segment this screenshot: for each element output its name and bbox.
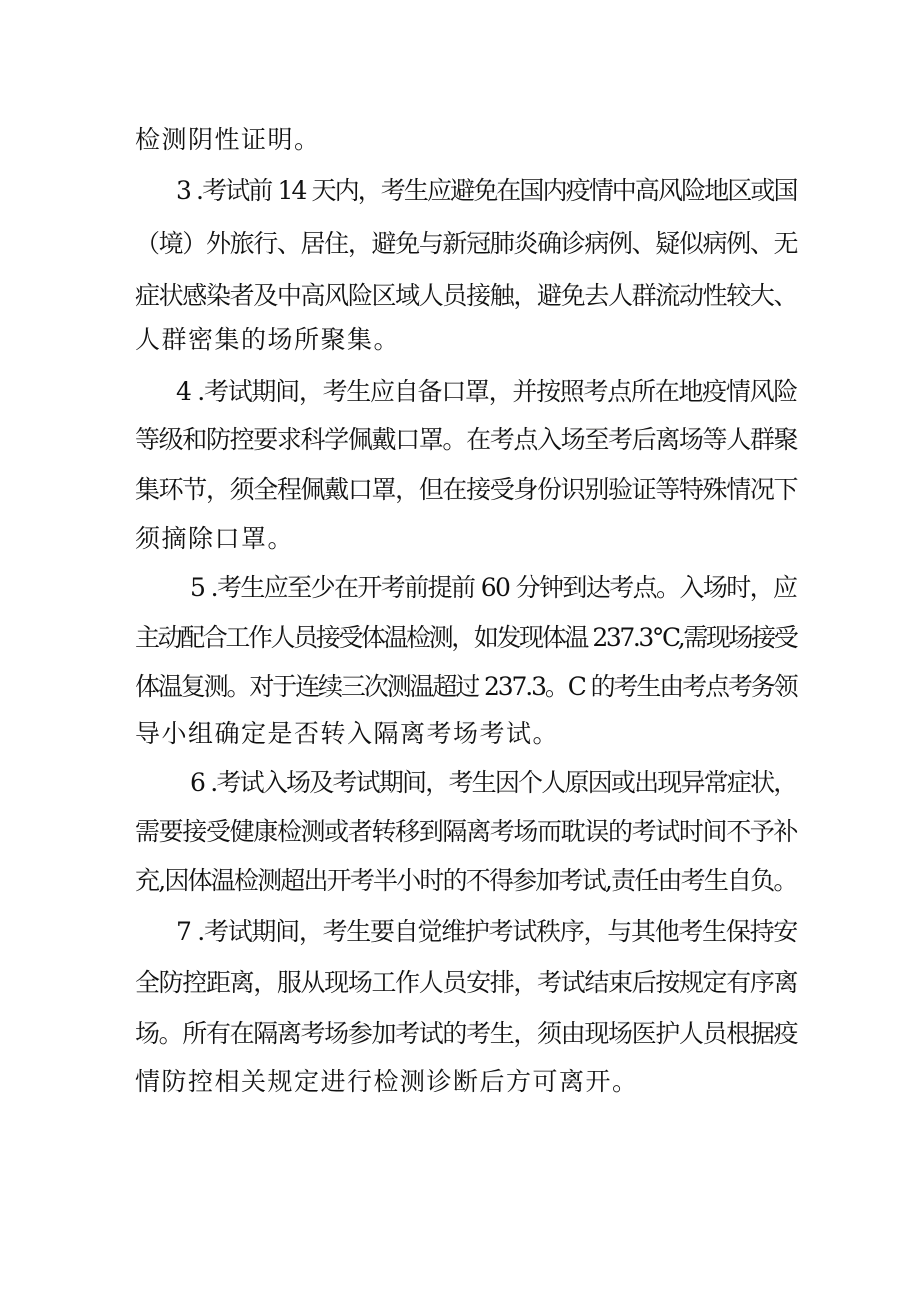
paragraph-first-line: 5 .考生应至少在开考前提前 60 分钟到达考点。入场时，应 [190,573,797,602]
text-line: 主动配合工作人员接受体温检测，如发现体温 237.3°C,需现场接受 [135,623,797,652]
text-line: 需要接受健康检测或者转移到隔离考场而耽误的考试时间不予补 [135,817,798,846]
paragraph-first-line: 6 .考试入场及考试期间，考生因个人原因或出现异常症状， [190,768,797,797]
text-line: 场。所有在隔离考场参加考试的考生，须由现场医护人员根据疫 [135,1019,798,1048]
text-line: 集环节，须全程佩戴口罩，但在接受身份识别验证等特殊情况下 [135,475,798,504]
text-line: 症状感染者及中高风险区域人员接触，避免去人群流动性较大、 [135,281,798,310]
paragraph-first-line: 4 .考试期间，考生应自备口罩，并按照考点所在地疫情风险 [176,377,798,406]
text-line: 全防控距离，服从现场工作人员安排，考试结束后按规定有序离 [135,968,798,997]
paragraph-first-line: 3 .考试前 14 天内，考生应避免在国内疫情中高风险地区或国 [176,176,797,205]
text-line: 导小组确定是否转入隔离考场考试。 [135,719,560,748]
text-line: （境）外旅行、居住，避免与新冠肺炎确诊病例、疑似病例、无 [135,229,798,258]
text-line: 体温复测。对于连续三次测温超过 237.3。C 的考生由考点考务领 [135,672,797,701]
text-line: 情防控相关规定进行检测诊断后方可离开。 [135,1067,639,1096]
text-line: 检测阴性证明。 [135,125,321,154]
text-line: 人群密集的场所聚集。 [135,325,401,354]
paragraph-first-line: 7 .考试期间，考生要自觉维护考试秩序，与其他考生保持安 [176,917,798,946]
text-line: 须摘除口罩。 [135,524,295,553]
text-line: 充,因体温检测超出开考半小时的不得参加考试,责任由考生自负。 [135,866,797,895]
text-line: 等级和防控要求科学佩戴口罩。在考点入场至考后离场等人群聚 [135,425,798,454]
